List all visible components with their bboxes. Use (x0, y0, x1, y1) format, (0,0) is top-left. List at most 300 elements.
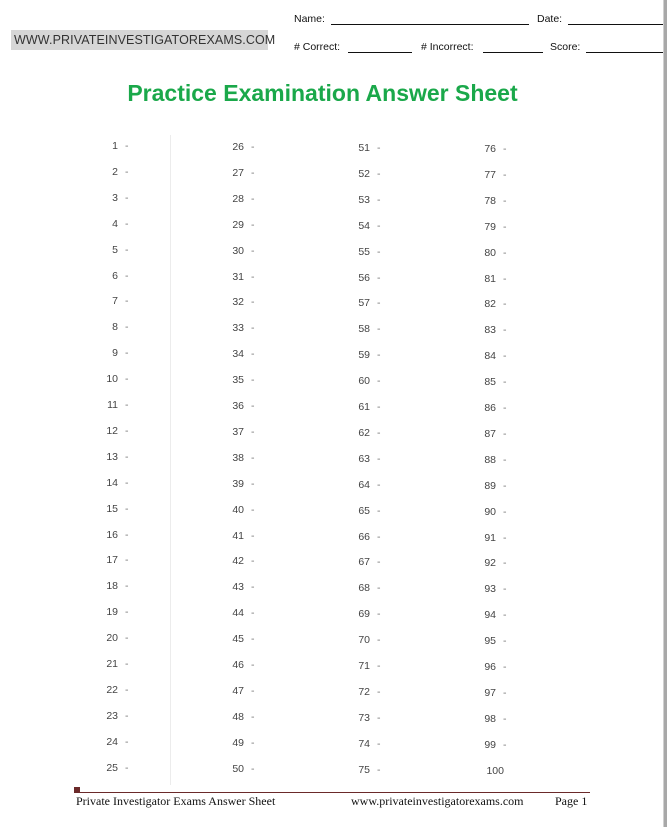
question-number: 52 (358, 168, 370, 180)
question-number: 99 (484, 739, 496, 751)
question-item (224, 193, 255, 205)
answer-blank[interactable]: - (503, 454, 507, 466)
answer-blank[interactable]: - (503, 713, 507, 725)
answer-blank[interactable]: - (125, 606, 129, 618)
question-item (224, 271, 255, 283)
question-item (350, 375, 381, 387)
question-item (476, 713, 507, 725)
question-number: 24 (106, 736, 118, 748)
question-item (224, 530, 255, 542)
question-number: 45 (232, 633, 244, 645)
question-number: 53 (358, 194, 370, 206)
question-number: 34 (232, 348, 244, 360)
question-number: 13 (106, 451, 118, 463)
question-item (98, 658, 129, 670)
question-number: 78 (484, 195, 496, 207)
answer-blank[interactable]: - (377, 660, 381, 672)
question-number: 68 (358, 582, 370, 594)
question-number: 76 (484, 143, 496, 155)
correct-field[interactable] (348, 52, 412, 53)
question-item (224, 245, 255, 257)
answer-blank[interactable]: - (377, 401, 381, 413)
question-item (98, 140, 129, 152)
question-number: 35 (232, 374, 244, 386)
question-item (350, 608, 381, 620)
question-number: 84 (484, 350, 496, 362)
answer-blank[interactable]: - (125, 762, 129, 774)
answer-blank[interactable]: - (503, 532, 507, 544)
question-number: 38 (232, 452, 244, 464)
answer-blank[interactable]: - (377, 297, 381, 309)
site-banner: WWW.PRIVATEINVESTIGATOREXAMS.COM (11, 30, 268, 50)
scan-artifact-line (170, 135, 171, 785)
question-item (476, 454, 507, 466)
date-label: Date: (537, 13, 563, 25)
question-item (98, 632, 129, 644)
question-item (98, 270, 129, 282)
question-number: 55 (358, 246, 370, 258)
question-number: 3 (112, 192, 118, 204)
question-number: 43 (232, 581, 244, 593)
question-number: 32 (232, 296, 244, 308)
question-number: 59 (358, 349, 370, 361)
question-number: 6 (112, 270, 118, 282)
question-item (350, 531, 381, 543)
answer-blank[interactable]: - (125, 477, 129, 489)
question-number: 69 (358, 608, 370, 620)
answer-blank[interactable]: - (377, 168, 381, 180)
question-number: 21 (106, 658, 118, 670)
question-number: 19 (106, 606, 118, 618)
question-item (224, 763, 255, 775)
question-item (476, 428, 507, 440)
answer-blank[interactable]: - (125, 529, 129, 541)
question-number: 60 (358, 375, 370, 387)
question-number: 4 (112, 218, 118, 230)
answer-blank[interactable]: - (377, 608, 381, 620)
answer-blank[interactable]: - (125, 684, 129, 696)
question-item (350, 297, 381, 309)
question-number: 66 (358, 531, 370, 543)
question-number: 9 (112, 347, 118, 359)
answer-blank[interactable]: - (377, 634, 381, 646)
answer-blank[interactable]: - (503, 609, 507, 621)
answer-blank[interactable]: - (251, 167, 255, 179)
question-number: 39 (232, 478, 244, 490)
question-item (98, 710, 129, 722)
answer-blank[interactable]: - (503, 298, 507, 310)
answer-blank[interactable]: - (125, 425, 129, 437)
answer-blank[interactable]: - (503, 247, 507, 259)
question-number: 29 (232, 219, 244, 231)
question-number: 70 (358, 634, 370, 646)
question-number: 15 (106, 503, 118, 515)
question-item (224, 219, 255, 231)
question-number: 88 (484, 454, 496, 466)
question-item (98, 451, 129, 463)
question-number: 77 (484, 169, 496, 181)
answer-blank[interactable]: - (251, 452, 255, 464)
answer-blank[interactable]: - (503, 273, 507, 285)
answer-blank[interactable]: - (125, 658, 129, 670)
answer-blank[interactable]: - (377, 142, 381, 154)
question-number: 17 (106, 554, 118, 566)
question-item (476, 739, 507, 751)
question-item (476, 273, 507, 285)
question-item (476, 765, 504, 777)
answer-blank[interactable]: - (125, 295, 129, 307)
question-number: 73 (358, 712, 370, 724)
answer-blank[interactable]: - (503, 739, 507, 751)
question-number: 75 (358, 764, 370, 776)
answer-blank[interactable]: - (503, 402, 507, 414)
answer-blank[interactable]: - (377, 323, 381, 335)
question-number: 18 (106, 580, 118, 592)
question-item (224, 452, 255, 464)
score-label: Score: (550, 41, 581, 53)
answer-blank[interactable]: - (125, 321, 129, 333)
answer-blank[interactable]: - (251, 322, 255, 334)
question-item (476, 557, 507, 569)
answer-blank[interactable]: - (503, 635, 507, 647)
answer-blank[interactable]: - (377, 556, 381, 568)
answer-blank[interactable]: - (503, 324, 507, 336)
question-number: 65 (358, 505, 370, 517)
question-item (224, 141, 255, 153)
answer-blank[interactable]: - (377, 582, 381, 594)
question-item (98, 477, 129, 489)
question-item (98, 166, 129, 178)
name-field[interactable] (331, 24, 529, 25)
answer-blank[interactable]: - (125, 399, 129, 411)
answer-blank[interactable]: - (377, 738, 381, 750)
question-number: 41 (232, 530, 244, 542)
answer-blank[interactable]: - (251, 763, 255, 775)
question-number: 36 (232, 400, 244, 412)
answer-blank[interactable]: - (125, 710, 129, 722)
question-number: 26 (232, 141, 244, 153)
question-number: 44 (232, 607, 244, 619)
answer-blank[interactable]: - (125, 244, 129, 256)
answer-blank[interactable]: - (251, 711, 255, 723)
question-item (98, 192, 129, 204)
answer-blank[interactable]: - (377, 194, 381, 206)
answer-blank[interactable]: - (251, 659, 255, 671)
answer-blank[interactable]: - (125, 166, 129, 178)
answer-blank[interactable]: - (503, 169, 507, 181)
answer-blank[interactable]: - (377, 246, 381, 258)
answer-blank[interactable]: - (377, 375, 381, 387)
answer-blank[interactable]: - (377, 764, 381, 776)
question-number: 33 (232, 322, 244, 334)
question-number: 86 (484, 402, 496, 414)
answer-blank[interactable]: - (251, 607, 255, 619)
question-item (476, 350, 507, 362)
question-item (224, 322, 255, 334)
question-number: 62 (358, 427, 370, 439)
page-title: Practice Examination Answer Sheet (127, 80, 518, 106)
question-number: 56 (358, 272, 370, 284)
answer-blank[interactable]: - (377, 531, 381, 543)
question-number: 57 (358, 297, 370, 309)
answer-blank[interactable]: - (125, 554, 129, 566)
vertical-scrollbar[interactable] (663, 0, 667, 827)
question-item (476, 661, 507, 673)
question-item (476, 609, 507, 621)
question-item (224, 478, 255, 490)
answer-blank[interactable]: - (503, 143, 507, 155)
question-item (98, 347, 129, 359)
question-item (224, 581, 255, 593)
question-number: 50 (232, 763, 244, 775)
answer-blank[interactable]: - (251, 400, 255, 412)
question-item (224, 400, 255, 412)
question-item (350, 479, 381, 491)
answer-blank[interactable]: - (125, 632, 129, 644)
question-item (476, 376, 507, 388)
score-field[interactable] (586, 52, 663, 53)
answer-blank[interactable]: - (503, 195, 507, 207)
question-item (98, 503, 129, 515)
answer-blank[interactable]: - (251, 141, 255, 153)
question-number: 79 (484, 221, 496, 233)
question-number: 80 (484, 247, 496, 259)
question-item (350, 738, 381, 750)
question-item (98, 399, 129, 411)
question-item (476, 169, 507, 181)
question-item (476, 402, 507, 414)
question-number: 96 (484, 661, 496, 673)
answer-blank[interactable]: - (377, 479, 381, 491)
question-item (98, 554, 129, 566)
answer-blank[interactable]: - (251, 685, 255, 697)
question-item (476, 480, 507, 492)
answer-blank[interactable]: - (251, 193, 255, 205)
answer-blank[interactable]: - (251, 633, 255, 645)
answer-blank[interactable]: - (377, 427, 381, 439)
question-number: 97 (484, 687, 496, 699)
answer-blank[interactable]: - (377, 453, 381, 465)
question-item (350, 220, 381, 232)
question-number: 28 (232, 193, 244, 205)
question-number: 31 (232, 271, 244, 283)
question-item (476, 583, 507, 595)
question-item (98, 736, 129, 748)
answer-blank[interactable]: - (503, 221, 507, 233)
answer-blank[interactable]: - (125, 503, 129, 515)
answer-blank[interactable]: - (377, 349, 381, 361)
question-number: 46 (232, 659, 244, 671)
question-item (224, 374, 255, 386)
question-number: 27 (232, 167, 244, 179)
question-item (350, 194, 381, 206)
question-item (350, 764, 381, 776)
answer-blank[interactable]: - (251, 348, 255, 360)
question-item (476, 247, 507, 259)
question-item (350, 712, 381, 724)
question-number: 22 (106, 684, 118, 696)
question-number: 7 (112, 295, 118, 307)
question-number: 48 (232, 711, 244, 723)
question-item (98, 218, 129, 230)
name-label: Name: (294, 13, 325, 25)
question-number: 16 (106, 529, 118, 541)
answer-blank[interactable]: - (251, 581, 255, 593)
answer-blank[interactable]: - (125, 192, 129, 204)
question-number: 98 (484, 713, 496, 725)
answer-blank[interactable]: - (251, 296, 255, 308)
question-number: 94 (484, 609, 496, 621)
question-number: 82 (484, 298, 496, 310)
footer-rule (74, 792, 590, 793)
correct-label: # Correct: (294, 41, 341, 53)
answer-blank[interactable]: - (503, 661, 507, 673)
answer-blank[interactable]: - (125, 218, 129, 230)
question-number: 89 (484, 480, 496, 492)
answer-blank[interactable]: - (125, 736, 129, 748)
answer-blank[interactable]: - (503, 350, 507, 362)
answer-blank[interactable]: - (251, 245, 255, 257)
question-number: 64 (358, 479, 370, 491)
question-number: 12 (106, 425, 118, 437)
answer-blank[interactable]: - (251, 374, 255, 386)
answer-blank[interactable]: - (503, 557, 507, 569)
question-item (350, 246, 381, 258)
question-number: 58 (358, 323, 370, 335)
answer-blank[interactable]: - (503, 428, 507, 440)
question-item (350, 142, 381, 154)
answer-blank[interactable]: - (251, 426, 255, 438)
question-item (476, 221, 507, 233)
answer-blank[interactable]: - (377, 272, 381, 284)
question-number: 85 (484, 376, 496, 388)
question-item (98, 321, 129, 333)
incorrect-field[interactable] (483, 52, 543, 53)
question-item (350, 453, 381, 465)
question-item (224, 167, 255, 179)
question-item (224, 685, 255, 697)
question-number: 8 (112, 321, 118, 333)
question-item (98, 529, 129, 541)
question-item (476, 506, 507, 518)
question-item (350, 272, 381, 284)
question-number: 1 (112, 140, 118, 152)
answer-blank[interactable]: - (125, 347, 129, 359)
question-item (350, 634, 381, 646)
question-item (98, 684, 129, 696)
answer-blank[interactable]: - (251, 271, 255, 283)
answer-blank[interactable]: - (125, 270, 129, 282)
answer-blank[interactable]: - (125, 451, 129, 463)
question-number: 51 (358, 142, 370, 154)
question-number: 93 (484, 583, 496, 595)
question-item (224, 607, 255, 619)
footer-title: Private Investigator Exams Answer Sheet (76, 794, 276, 808)
question-number: 37 (232, 426, 244, 438)
question-item (350, 323, 381, 335)
question-number: 11 (107, 399, 118, 411)
question-item (476, 532, 507, 544)
answer-blank[interactable]: - (503, 480, 507, 492)
question-item (224, 659, 255, 671)
question-number: 23 (106, 710, 118, 722)
footer-url: www.privateinvestigatorexams.com (351, 794, 524, 808)
question-item (224, 711, 255, 723)
question-number: 87 (484, 428, 496, 440)
question-item (476, 143, 507, 155)
question-number: 10 (106, 373, 118, 385)
question-item (224, 555, 255, 567)
question-item (350, 401, 381, 413)
question-number: 83 (484, 324, 496, 336)
answer-blank[interactable]: - (251, 530, 255, 542)
question-item (224, 426, 255, 438)
question-number: 90 (484, 506, 496, 518)
question-item (98, 425, 129, 437)
question-item (476, 298, 507, 310)
answer-blank[interactable]: - (251, 219, 255, 231)
question-number: 71 (358, 660, 370, 672)
footer-page-number: Page 1 (555, 794, 588, 808)
answer-blank[interactable]: - (503, 687, 507, 699)
question-item (224, 504, 255, 516)
question-item (350, 349, 381, 361)
question-item (98, 373, 129, 385)
question-number: 42 (232, 555, 244, 567)
question-item (98, 244, 129, 256)
question-item (98, 295, 129, 307)
question-item (350, 168, 381, 180)
answer-blank[interactable]: - (251, 737, 255, 749)
question-item (98, 606, 129, 618)
question-number: 67 (358, 556, 370, 568)
answer-blank[interactable]: - (251, 478, 255, 490)
question-item (350, 582, 381, 594)
question-number: 61 (358, 401, 370, 413)
answer-blank[interactable]: - (377, 686, 381, 698)
date-field[interactable] (568, 24, 663, 25)
question-number: 14 (106, 477, 118, 489)
question-item (476, 195, 507, 207)
question-number: 47 (232, 685, 244, 697)
question-item (350, 427, 381, 439)
question-item (350, 660, 381, 672)
answer-blank[interactable]: - (377, 220, 381, 232)
question-item (224, 348, 255, 360)
answer-blank[interactable]: - (125, 373, 129, 385)
question-item (98, 580, 129, 592)
question-number: 92 (484, 557, 496, 569)
question-number: 95 (484, 635, 496, 647)
question-item (224, 737, 255, 749)
answer-blank[interactable]: - (377, 712, 381, 724)
incorrect-label: # Incorrect: (421, 41, 474, 53)
answer-blank[interactable]: - (377, 505, 381, 517)
question-number: 5 (112, 244, 118, 256)
question-number: 100 (486, 765, 504, 777)
answer-blank[interactable]: - (125, 140, 129, 152)
answer-blank[interactable]: - (251, 504, 255, 516)
question-number: 2 (112, 166, 118, 178)
answer-blank[interactable]: - (503, 506, 507, 518)
answer-blank[interactable]: - (503, 583, 507, 595)
question-number: 49 (232, 737, 244, 749)
answer-blank[interactable]: - (503, 376, 507, 388)
question-number: 40 (232, 504, 244, 516)
answer-blank[interactable]: - (125, 580, 129, 592)
answer-blank[interactable]: - (251, 555, 255, 567)
question-number: 81 (484, 273, 496, 285)
